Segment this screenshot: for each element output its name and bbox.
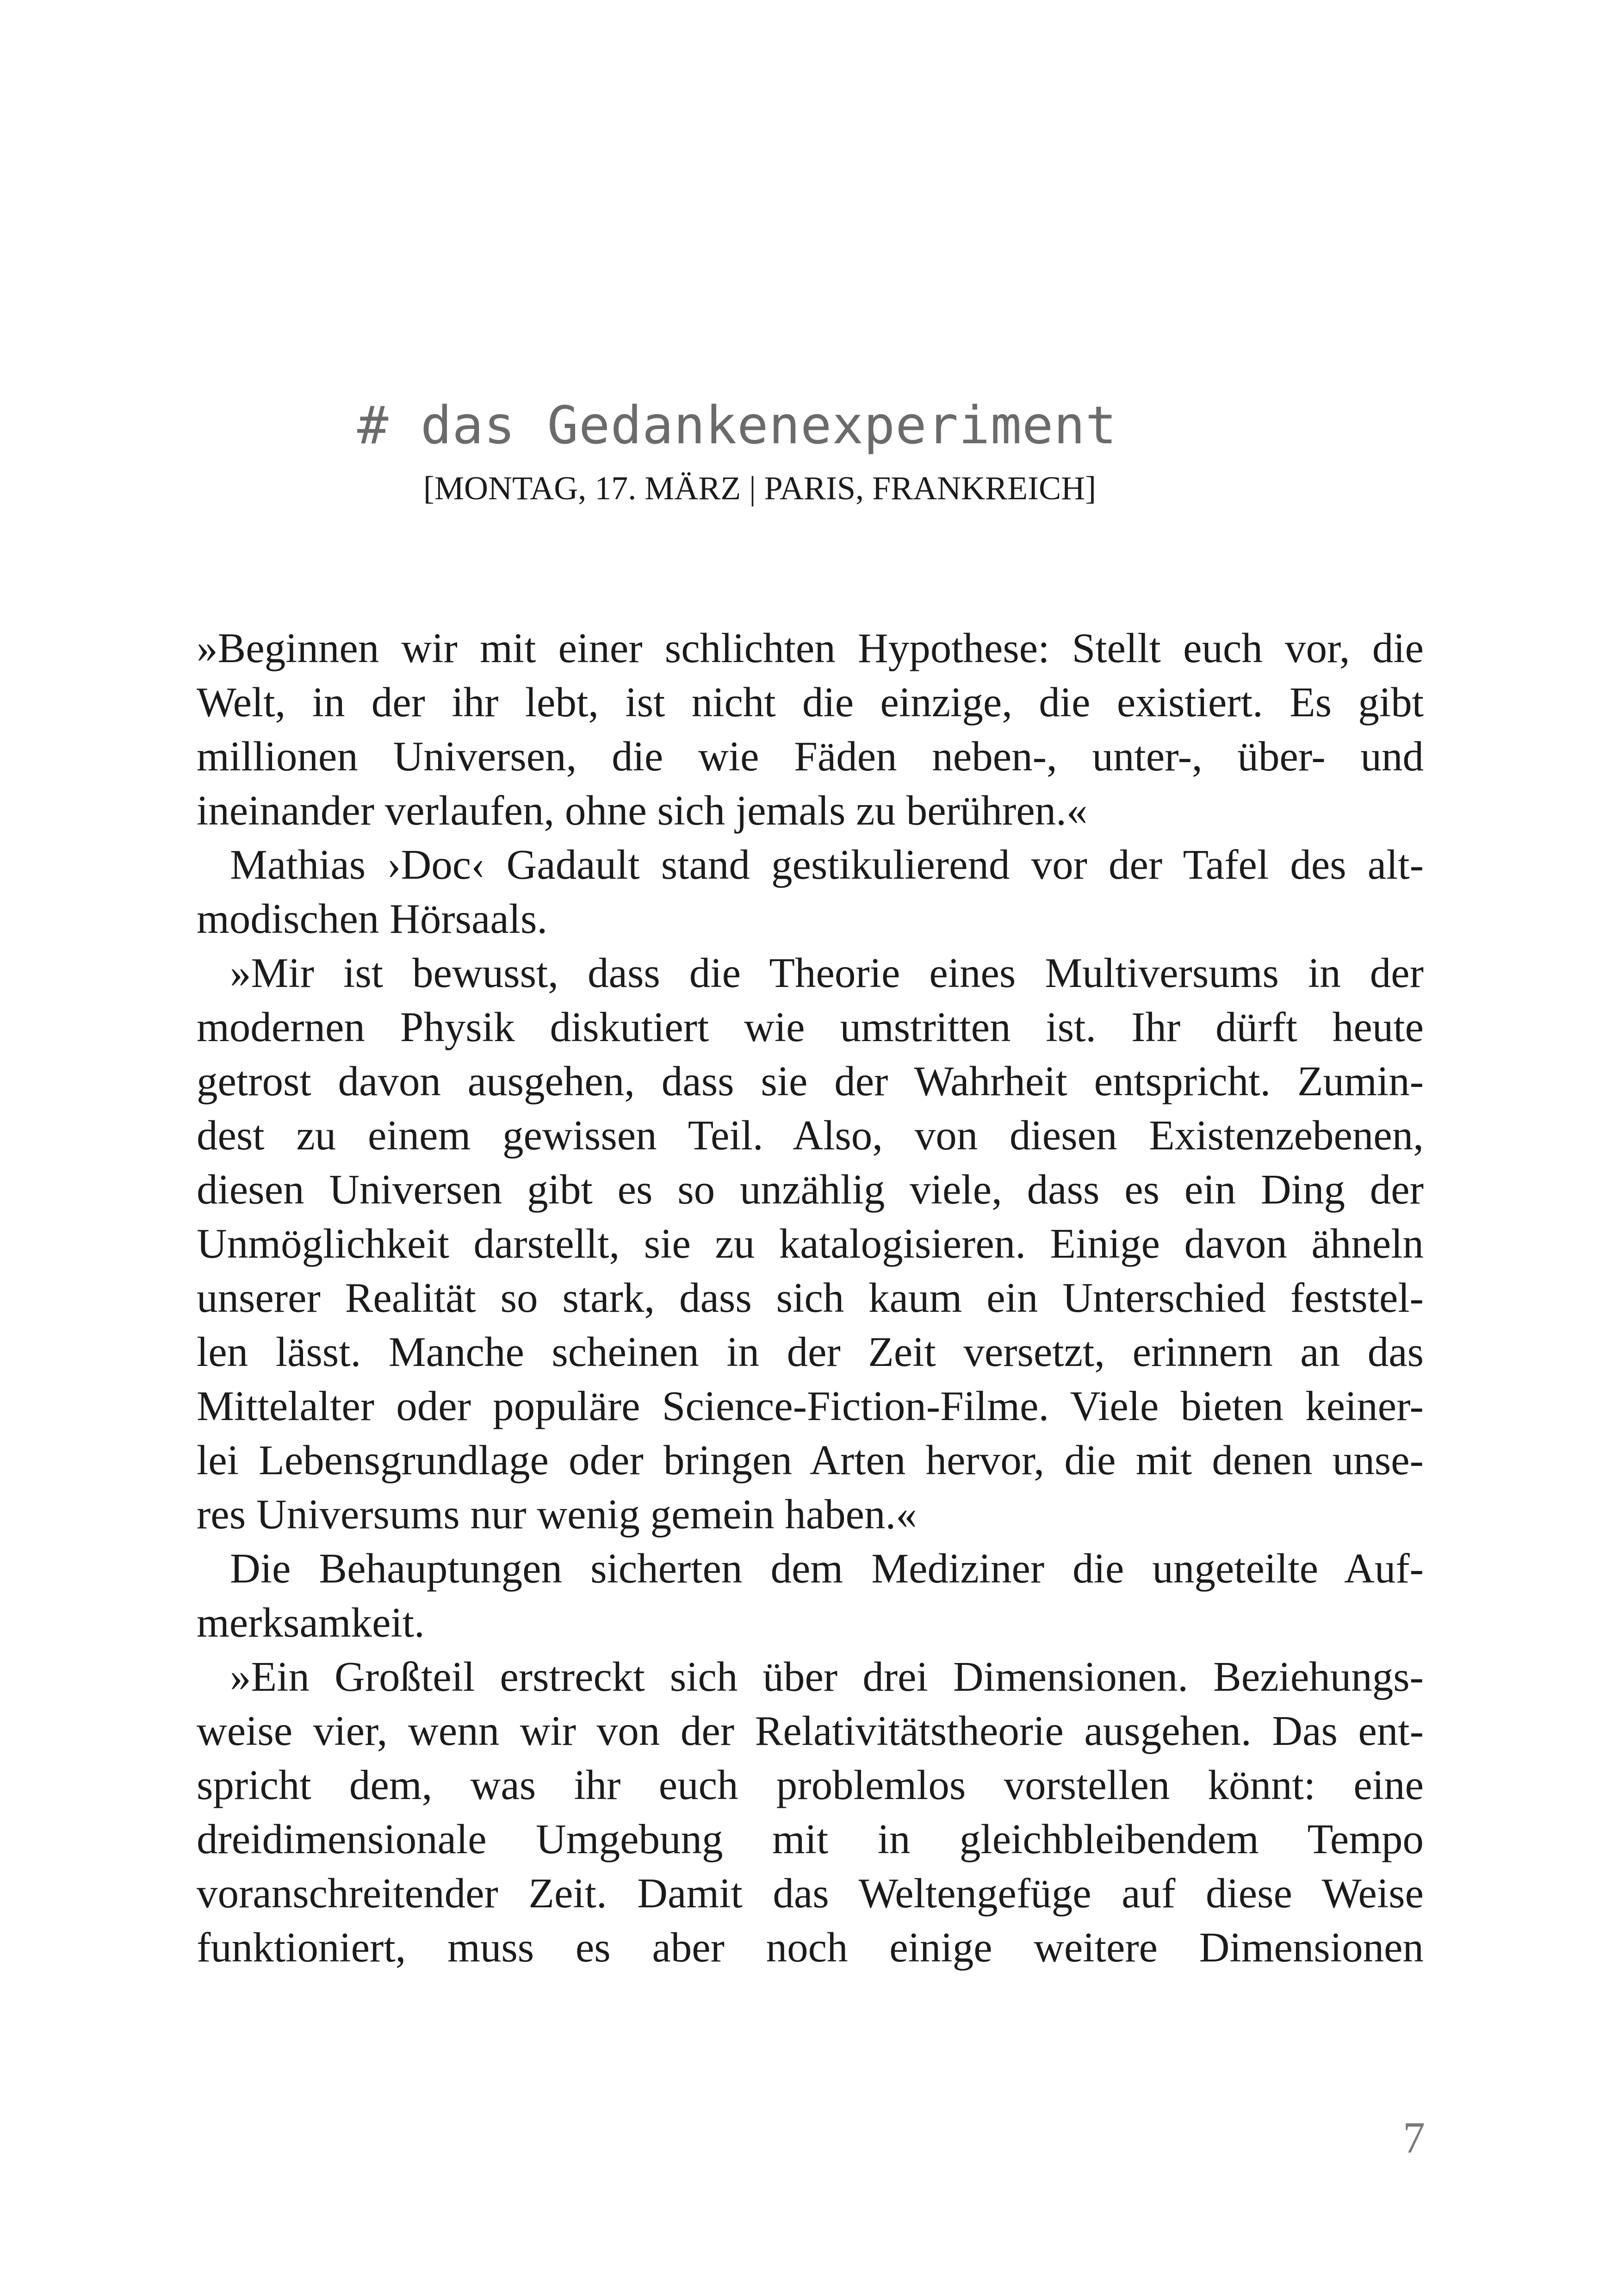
page-number: 7 (1403, 2113, 1425, 2162)
text-line: Mathias ›Doc‹ Gadault stand gestikulierend vor der Tafel des alt- (230, 841, 1424, 888)
text-line: »Ein Großteil erstreckt sich über drei Dimensionen. Beziehungs- (230, 1653, 1424, 1700)
text-line: lei Lebensgrundlage oder bringen Arten hervor, die mit denen unse- (197, 1437, 1424, 1483)
text-line: modernen Physik diskutiert wie umstritten ist. Ihr dürft heute (197, 1004, 1424, 1050)
text-line: Mittelalter oder populäre Science-Fiction-Filme. Viele bieten keiner- (197, 1383, 1424, 1429)
text-line: res Universums nur wenig gemein haben.« (197, 1491, 917, 1538)
text-line: diesen Universen gibt es so unzählig viele, dass es ein Ding der (197, 1166, 1424, 1213)
text-line: Die Behauptungen sicherten dem Mediziner die ungeteilte Auf- (230, 1545, 1424, 1592)
chapter-heading: # das Gedankenexperiment (357, 396, 1117, 456)
text-line: merksamkeit. (197, 1599, 425, 1646)
text-line: »Beginnen wir mit einer schlichten Hypothese: Stellt euch vor, die (197, 625, 1424, 671)
text-line: dreidimensionale Umgebung mit in gleichbleibendem Tempo (197, 1816, 1424, 1862)
text-line: modischen Hörsaals. (197, 895, 548, 942)
text-line: dest zu einem gewissen Teil. Also, von diesen Existenzebenen, (197, 1112, 1424, 1159)
text-line: Unmöglichkeit darstellt, sie zu katalogisieren. Einige davon ähneln (197, 1220, 1424, 1267)
text-line: getrost davon ausgehen, dass sie der Wahrheit entspricht. Zumin- (197, 1058, 1424, 1105)
text-line: len lässt. Manche scheinen in der Zeit versetzt, erinnern an das (197, 1328, 1424, 1375)
text-line: Welt, in der ihr lebt, ist nicht die einzige, die existiert. Es gibt (197, 679, 1424, 726)
text-line: voranschreitender Zeit. Damit das Weltengefüge auf diese Weise (197, 1870, 1424, 1917)
text-line: millionen Universen, die wie Fäden neben-, unter-, über- und (197, 733, 1424, 780)
text-line: ineinander verlaufen, ohne sich jemals zu berühren.« (197, 787, 1088, 834)
text-line: spricht dem, was ihr euch problemlos vorstellen könnt: eine (197, 1762, 1424, 1808)
text-line: unserer Realität so stark, dass sich kaum ein Unterschied feststel- (197, 1274, 1424, 1321)
text-line: »Mir ist bewusst, dass die Theorie eines Multiversums in der (230, 949, 1424, 996)
text-line: weise vier, wenn wir von der Relativitätstheorie ausgehen. Das ent- (197, 1707, 1424, 1754)
body-text (197, 621, 1424, 1974)
chapter-dateline: [MONTAG, 17. MÄRZ | PARIS, FRANKREICH] (423, 470, 1097, 507)
text-line: funktioniert, muss es aber noch einige weitere Dimensionen (197, 1924, 1424, 1971)
